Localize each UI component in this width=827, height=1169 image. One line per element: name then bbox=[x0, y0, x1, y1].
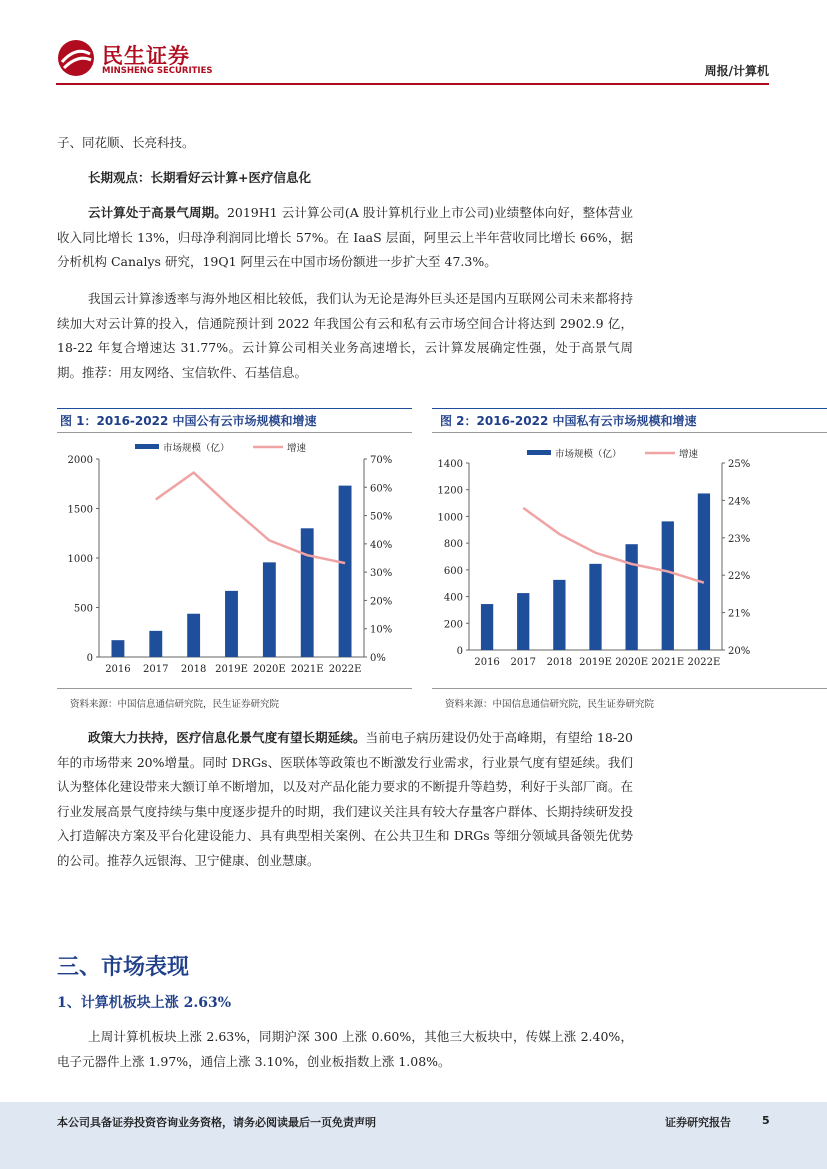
fig2-top-rule bbox=[432, 408, 827, 409]
legend-bar-swatch bbox=[527, 450, 551, 455]
footer-disclaimer: 本公司具备证券投资咨询业务资格，请务必阅读最后一页免责声明 bbox=[57, 1116, 376, 1129]
fig2-source: 资料来源：中国信息通信研究院，民生证券研究院 bbox=[445, 699, 655, 710]
legend-line-label: 增速 bbox=[287, 443, 307, 454]
left-tick-label: 1400 bbox=[437, 459, 463, 470]
fig1-chart bbox=[57, 436, 412, 681]
category-label: 2020E bbox=[252, 664, 286, 675]
fig1-bottom-rule bbox=[57, 688, 412, 689]
paragraph-1-lead: 云计算处于高景气周期。 bbox=[88, 205, 227, 220]
paragraph-4: 上周计算机板块上涨 2.63%，同期沪深 300 上涨 0.60%，其他三大板块中，传媒上涨 2.40%，电子元器件上涨 1.97%，通信上涨 3.10%，创业板指数上涨 1.08%。 bbox=[57, 1029, 633, 1069]
right-tick-label: 50% bbox=[370, 511, 393, 523]
bar bbox=[625, 544, 637, 650]
category-label: 2019E bbox=[215, 664, 248, 675]
left-tick-label: 0 bbox=[456, 646, 463, 657]
bar bbox=[301, 528, 314, 657]
category-label: 2020E bbox=[615, 657, 649, 668]
right-tick-label: 30% bbox=[370, 568, 393, 580]
category-label: 2018 bbox=[180, 664, 207, 675]
fig2-title-rule bbox=[432, 432, 827, 433]
category-label: 2018 bbox=[546, 657, 573, 668]
right-tick-label: 60% bbox=[370, 483, 393, 495]
bar bbox=[589, 564, 601, 650]
left-tick-label: 1500 bbox=[67, 504, 93, 516]
paragraph-1-text: 2019H1 云计算公司(A 股计算机行业上市公司)业绩整体向好，整体营业收入同比增长 13%，归母净利润同比增长 57%。在 IaaS 层面，阿里云上半年营收同比增长 66%，据分析机构 Canalys 研究，19Q1 阿里云在中国市场份额进一步扩大至 47.3%。 bbox=[57, 205, 633, 269]
fig1-title: 图 1：2016-2022 中国公有云市场规模和增速 bbox=[60, 414, 317, 428]
left-tick-label: 0 bbox=[86, 653, 93, 664]
paragraph-3 bbox=[57, 726, 633, 873]
right-tick-label: 25% bbox=[728, 459, 751, 470]
right-tick-label: 22% bbox=[728, 571, 751, 583]
growth-line bbox=[156, 473, 345, 564]
left-tick-label: 200 bbox=[443, 619, 463, 631]
logo-text-cn: 民生证券 bbox=[102, 44, 190, 68]
bar bbox=[553, 580, 565, 650]
category-label: 2021E bbox=[290, 664, 324, 675]
long-view-heading: 长期观点：长期看好云计算+医疗信息化 bbox=[88, 170, 311, 185]
growth-line bbox=[523, 508, 704, 583]
fig2-title: 图 2：2016-2022 中国私有云市场规模和增速 bbox=[440, 414, 697, 428]
right-tick-label: 20% bbox=[370, 596, 393, 608]
fig2-chart bbox=[432, 436, 827, 681]
left-tick-label: 1200 bbox=[437, 485, 463, 497]
header-divider bbox=[56, 83, 769, 85]
right-tick-label: 24% bbox=[728, 496, 751, 508]
fig1-top-rule bbox=[57, 408, 412, 409]
logo-text-en: MINSHENG SECURITIES bbox=[102, 66, 213, 76]
doc-type-label: 周报/计算机 bbox=[704, 64, 769, 78]
legend-bar-label: 市场规模（亿） bbox=[163, 443, 230, 454]
paragraph-3-text: 当前电子病历建设仍处于高峰期，有望给 18-20 年的市场带来 20%增量。同时 DRGs、医联体等政策也不断激发行业需求，行业景气度有望延续。我们认为整体化建设带来大额订单不断增加，以及对产品化能力要求的不断提升等趋势，利好于头部厂商。在行业发展高景气度持续与集中度逐步提升的时期，我们建议关注具有较大存量客户群体、长期持续研发投入打造解决方案及平台化建设能力、具有典型相关案例、在公共卫生和 DRGs 等细分领域具备领先优势的公司。推荐久远银海、卫宁健康、创业慧康。 bbox=[57, 730, 633, 868]
bar bbox=[187, 614, 200, 657]
category-label: 2021E bbox=[651, 657, 685, 668]
category-label: 2022E bbox=[687, 657, 721, 668]
category-label: 2016 bbox=[474, 657, 500, 668]
fig1-source: 资料来源：中国信息通信研究院，民生证券研究院 bbox=[70, 699, 280, 710]
section-title: 三、市场表现 bbox=[57, 954, 190, 980]
logo bbox=[56, 38, 216, 82]
left-tick-label: 500 bbox=[73, 603, 93, 615]
subsection-title: 1、计算机板块上涨 2.63% bbox=[57, 995, 232, 1011]
right-tick-label: 40% bbox=[370, 539, 393, 551]
bar bbox=[698, 493, 710, 650]
left-tick-label: 800 bbox=[443, 539, 463, 551]
left-tick-label: 400 bbox=[443, 592, 463, 604]
bar bbox=[517, 593, 529, 650]
right-tick-label: 21% bbox=[728, 608, 751, 620]
logo-mark-icon bbox=[56, 38, 96, 78]
footer-report-type: 证券研究报告 bbox=[665, 1116, 731, 1129]
left-tick-label: 2000 bbox=[67, 455, 93, 466]
right-tick-label: 10% bbox=[370, 624, 393, 636]
paragraph-0: 子、同花顺、长亮科技。 bbox=[57, 135, 195, 150]
right-tick-label: 70% bbox=[370, 455, 393, 466]
left-tick-label: 1000 bbox=[67, 554, 93, 565]
paragraph-1 bbox=[57, 201, 633, 275]
fig2-bottom-rule bbox=[432, 688, 827, 689]
category-label: 2022E bbox=[328, 664, 362, 675]
footer-bar bbox=[0, 1102, 827, 1169]
paragraph-2: 我国云计算渗透率与海外地区相比较低，我们认为无论是海外巨头还是国内互联网公司未来都将持续加大对云计算的投入，信通院预计到 2022 年我国公有云和私有云市场空间合计将达到 2902.9 亿，18-22 年复合增速达 31.77%。云计算公司相关业务高速增长，云计算发展确定性强，处于高景气周期。推荐：用友网络、宝信软件、石基信息。 bbox=[57, 291, 633, 380]
category-label: 2016 bbox=[105, 664, 131, 675]
category-label: 2017 bbox=[143, 664, 169, 675]
legend-bar-label: 市场规模（亿） bbox=[555, 449, 622, 460]
legend-bar-swatch bbox=[135, 444, 159, 449]
bar bbox=[481, 604, 493, 650]
category-label: 2019E bbox=[579, 657, 612, 668]
category-label: 2017 bbox=[510, 657, 536, 668]
bar bbox=[111, 640, 124, 657]
left-tick-label: 1000 bbox=[437, 512, 463, 524]
bar bbox=[662, 521, 674, 650]
footer-page-number: 5 bbox=[762, 1114, 770, 1127]
bar bbox=[339, 486, 352, 657]
left-tick-label: 600 bbox=[443, 565, 463, 577]
bar bbox=[263, 562, 276, 657]
legend-line-label: 增速 bbox=[679, 449, 699, 460]
bar bbox=[149, 631, 162, 657]
right-tick-label: 20% bbox=[728, 646, 751, 657]
fig1-title-rule bbox=[57, 432, 412, 433]
bar bbox=[225, 591, 238, 657]
right-tick-label: 0% bbox=[370, 653, 386, 664]
right-tick-label: 23% bbox=[728, 533, 751, 545]
paragraph-3-lead: 政策大力扶持，医疗信息化景气度有望长期延续。 bbox=[88, 730, 366, 745]
